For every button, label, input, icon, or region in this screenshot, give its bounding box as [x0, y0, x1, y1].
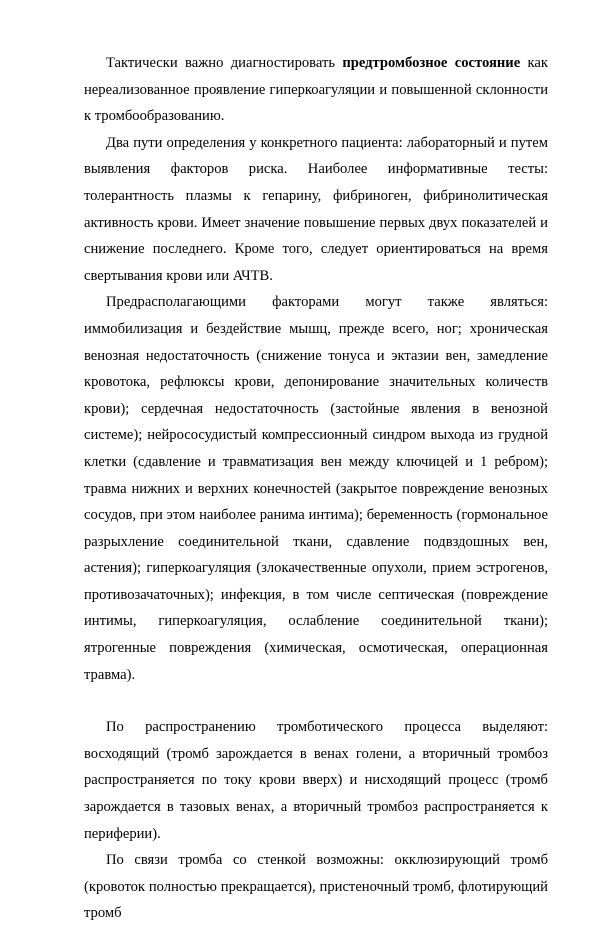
paragraph-1-end: как нереализованное проявление гиперкоагуляции и повышенной склонности к тромбообразованию. [84, 55, 548, 125]
paragraph-thrombus-wall-relation: По связи тромба со стенкой возможны: окклюзирующий тромб (кровоток полностью прекращается), пристеночный тромб, флотирующий тромб [84, 852, 548, 922]
paragraph-predisposing-factors: Предрасполагающими факторами могут также являться: иммобилизация и бездействие мышц, прежде всего, ног; хроническая венозная недостаточность (снижение тонуса и эктазии вен, замедление кровотока, рефлюксы крови, депонирование значительных количеств крови); сердечная недостаточность (застойные явления в венозной системе); нейрососудистый компрессионный синдром выхода из грудной клетки (сдавление и травматизация вен между ключицей и 1 ребром); травма нижних и верхних конечностей (закрытое повреждение венозных сосудов, при этом наиболее ранима интима); беременность (гормональное разрыхление соединительной ткани, сдавление подвздошных вен, астения); гиперкоагуляция (злокачественные опухоли, прием эстрогенов, противозачаточных); инфекция, в том числе септическая (повреждение интимы, гиперкоагуляция, ослабление соединительной ткани); ятрогенные повреждения (химическая, осмотическая, операционная травма). [84, 294, 548, 683]
paragraph-presthrombotic-state [84, 50, 548, 130]
paragraph-thrombus-spread: По распространению тромботического процесса выделяют: восходящий (тромб зарождается в венах голени, а вторичный тромбоз распространяется по току крови вверх) и нисходящий процесс (тромб зарождается в тазовых венах, а вторичный тромбоз распространяется к периферии). [84, 719, 548, 842]
paragraph-1-start: Тактически важно диагностировать [106, 55, 343, 71]
paragraph-diagnostic-paths: Два пути определения у конкретного пациента: лабораторный и путем выявления факторов риска. Наиболее информативные тесты: толерантность плазмы к гепарину, фибриноген, фибринолитическая активность крови. Имеет значение повышение первых двух показателей и снижение последнего. Кроме того, следует ориентироваться на время свертывания крови или АЧТВ. [84, 134, 548, 284]
bold-term: предтромбозное состояние [342, 55, 521, 71]
document-page [84, 50, 548, 927]
paragraph-spacer [84, 688, 548, 714]
